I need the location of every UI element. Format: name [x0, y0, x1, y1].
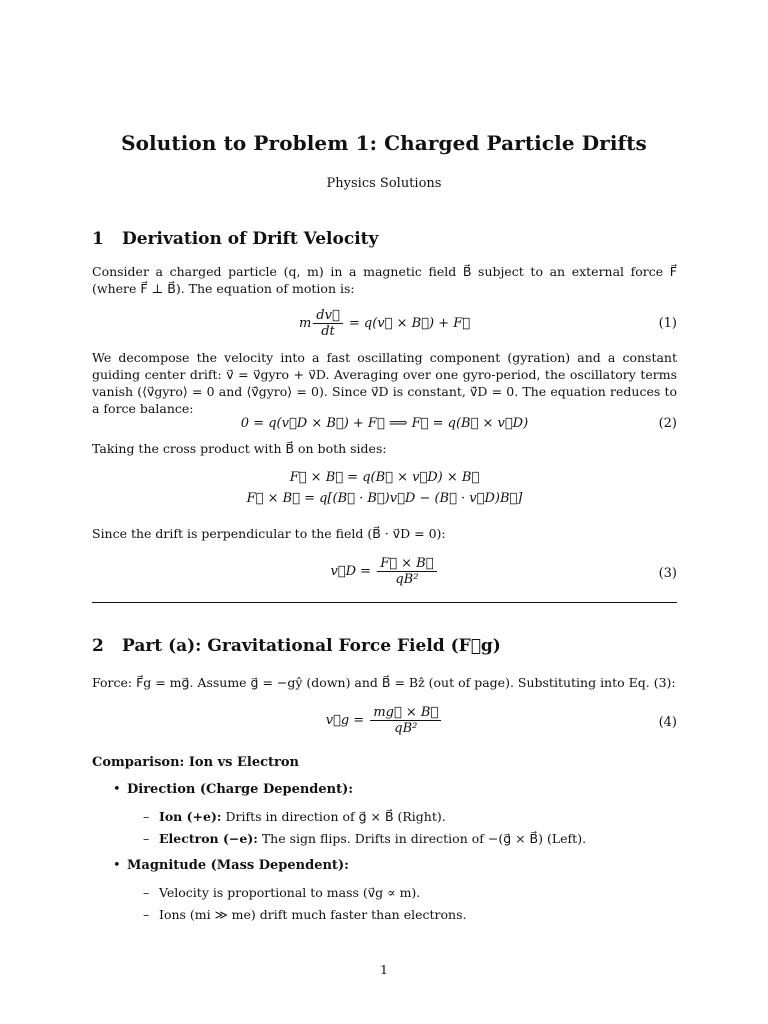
eq4-lhs: v⃗g =: [325, 713, 365, 728]
section-1-heading: [92, 229, 378, 249]
eq2-body: 0 = q(v⃗D × B⃗) + F⃗ ⟹ F⃗ = q(B⃗ × v⃗D): [240, 416, 529, 431]
bullet-marker: •: [113, 782, 121, 797]
equation-2-number: (2): [658, 416, 677, 431]
section-1-number: 1: [92, 229, 104, 249]
eq1-derivative: $\frac{dv⃗}{dt}$: [313, 308, 342, 339]
equation-3-number: (3): [658, 566, 677, 581]
section-1-paragraph-3: Taking the cross product with B⃗ on both sides:: [92, 441, 387, 456]
dash-marker: –: [143, 907, 150, 922]
page-number: 1: [380, 962, 388, 977]
equation-cross-b: F⃗ × B⃗ = q[(B⃗ · B⃗)v⃗D − (B⃗ · v⃗D)B⃗]: [246, 491, 523, 506]
dash-marker: –: [143, 885, 150, 900]
bullet-direction: • Direction (Charge Dependent):: [113, 782, 354, 797]
list-item-ions-faster: – Ions (mi ≫ me) drift much faster than electrons.: [143, 907, 467, 922]
section-1-paragraph-1: Consider a charged particle (q, m) in a magnetic field B⃗ subject to an external force F⃗ (where F⃗ ⊥ B⃗). The equation of motion is:: [92, 264, 677, 296]
author-line: Physics Solutions: [326, 176, 442, 191]
eq1-mass: m: [298, 316, 312, 331]
list-item-electron: – Electron (−e): The sign flips. Drifts in direction of −(g⃗ × B⃗) (Left).: [143, 831, 587, 846]
equation-4-number: (4): [658, 715, 677, 730]
section-2-title: Part (a): Gravitational Force Field (F⃗g): [122, 636, 501, 656]
equation-3: [92, 556, 677, 590]
section-1-paragraph-2: We decompose the velocity into a fast oscillating component (gyration) and a constant guiding center drift: v⃗ = v⃗gyro + v⃗D. Averaging over one gyro-period, the oscillatory terms vanish (⟨v⃗gyro⟩ = 0 and ⟨v⃗̇gyro⟩ = 0). Since v⃗D is constant, v⃗̇D = 0. The equation reduces to a force balance:: [92, 350, 677, 416]
section-divider: [92, 602, 677, 603]
equation-1-number: (1): [658, 316, 677, 331]
equation-1: [92, 308, 677, 342]
section-2-heading: [92, 636, 501, 656]
equation-2: [92, 416, 677, 436]
section-1-paragraph-4: Since the drift is perpendicular to the field (B⃗ · v⃗D = 0):: [92, 526, 446, 541]
section-2-paragraph-1: Force: F⃗g = mg⃗. Assume g⃗ = −gŷ (down) and B⃗ = Bẑ (out of page). Substituting into Eq. (3):: [92, 675, 676, 690]
bullet-marker: •: [113, 858, 121, 873]
section-1-title: Derivation of Drift Velocity: [122, 229, 379, 249]
paper-title: Solution to Problem 1: Charged Particle Drifts: [121, 131, 647, 155]
dash-marker: –: [143, 809, 150, 824]
eq3-lhs: v⃗D =: [330, 564, 372, 579]
comparison-heading: Comparison: Ion vs Electron: [92, 755, 299, 770]
equation-4: [92, 705, 677, 741]
bullet-magnitude: • Magnitude (Mass Dependent):: [113, 858, 349, 873]
eq4-fraction: $\frac{mg⃗ \times B⃗}{\text{qB²}}$: [370, 705, 441, 736]
dash-marker: –: [143, 831, 150, 846]
list-item-velocity: – Velocity is proportional to mass (v⃗g ∝ m).: [143, 885, 421, 900]
section-2-number: 2: [92, 636, 104, 656]
list-item-ion: – Ion (+e): Drifts in direction of g⃗ × B⃗ (Right).: [143, 809, 446, 824]
eq1-rhs: = q(v⃗ × B⃗) + F⃗: [348, 316, 471, 331]
equation-cross-a: F⃗ × B⃗ = q(B⃗ × v⃗D) × B⃗: [289, 470, 480, 485]
eq3-fraction: $\frac{F⃗ \times B⃗}{\text{qB²}}$: [377, 556, 436, 587]
